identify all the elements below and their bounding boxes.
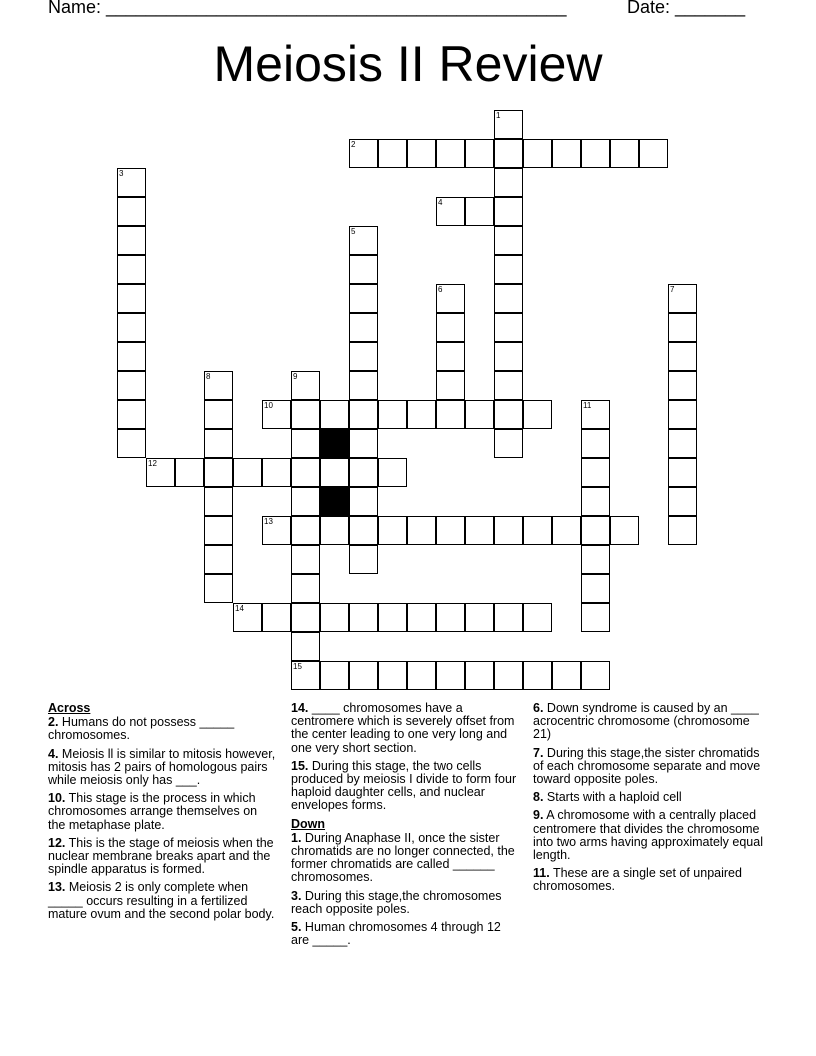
- crossword-cell[interactable]: [204, 574, 233, 603]
- crossword-cell[interactable]: [378, 139, 407, 168]
- clue-number: 8.: [533, 790, 544, 805]
- crossword-cell[interactable]: [494, 429, 523, 458]
- crossword-cell[interactable]: [233, 458, 262, 487]
- crossword-cell[interactable]: [436, 139, 465, 168]
- clue-number: 12.: [48, 835, 66, 850]
- crossword-cell[interactable]: [204, 487, 233, 516]
- crossword-cell[interactable]: [494, 603, 523, 632]
- crossword-cell[interactable]: [204, 545, 233, 574]
- clue-text: Starts with a haploid cell: [546, 790, 682, 805]
- crossword-cell[interactable]: [494, 284, 523, 313]
- crossword-cell[interactable]: [494, 197, 523, 226]
- clue-6: [533, 702, 763, 742]
- crossword-cell[interactable]: [436, 313, 465, 342]
- crossword-cell[interactable]: [117, 284, 146, 313]
- crossword-cell[interactable]: [494, 313, 523, 342]
- crossword-cell[interactable]: [668, 458, 697, 487]
- clue-14: [291, 702, 519, 755]
- crossword-cell[interactable]: [581, 574, 610, 603]
- clue-12: [48, 837, 276, 877]
- crossword-cell[interactable]: [349, 139, 378, 168]
- crossword-cell[interactable]: [494, 110, 523, 139]
- crossword-cell[interactable]: [494, 400, 523, 429]
- crossword-cell[interactable]: [436, 661, 465, 690]
- crossword-cell[interactable]: [552, 661, 581, 690]
- crossword-cell[interactable]: [610, 516, 639, 545]
- cell-number: 1: [496, 111, 501, 120]
- crossword-cell[interactable]: [494, 342, 523, 371]
- crossword-cell[interactable]: [552, 139, 581, 168]
- crossword-cell[interactable]: [407, 400, 436, 429]
- crossword-cell[interactable]: [668, 342, 697, 371]
- crossword-cell[interactable]: [581, 139, 610, 168]
- crossword-cell[interactable]: [581, 603, 610, 632]
- crossword-cell[interactable]: [436, 284, 465, 313]
- crossword-cell[interactable]: [581, 545, 610, 574]
- clue-text: During this stage,the sister chromatids of each chromosome separate and move toward opposite poles.: [533, 745, 761, 787]
- crossword-cell[interactable]: [407, 139, 436, 168]
- crossword-cell[interactable]: [407, 661, 436, 690]
- clue-text: These are a single set of unpaired chromosomes.: [533, 866, 742, 894]
- crossword-cell[interactable]: [349, 487, 378, 516]
- crossword-cell[interactable]: [291, 516, 320, 545]
- crossword-cell[interactable]: [262, 516, 291, 545]
- crossword-cell[interactable]: [349, 400, 378, 429]
- clue-11: [533, 867, 763, 893]
- cell-number: 8: [206, 372, 211, 381]
- crossword-cell[interactable]: [465, 603, 494, 632]
- crossword-cell[interactable]: [668, 371, 697, 400]
- clue-4: [48, 748, 276, 788]
- crossword-cell[interactable]: [349, 603, 378, 632]
- crossword-cell[interactable]: [117, 429, 146, 458]
- crossword-cell[interactable]: [378, 603, 407, 632]
- crossword-cell[interactable]: [204, 458, 233, 487]
- crossword-cell[interactable]: [233, 603, 262, 632]
- clue-text: Down syndrome is caused by an ____ acrocentric chromosome (chromosome 21): [533, 701, 759, 742]
- clue-number: 3.: [291, 888, 302, 903]
- crossword-cell[interactable]: [436, 603, 465, 632]
- crossword-cell[interactable]: [581, 661, 610, 690]
- cell-number: 5: [351, 227, 356, 236]
- clue-15: [291, 760, 519, 813]
- clue-column-3: [533, 702, 763, 899]
- crossword-cell[interactable]: [146, 458, 175, 487]
- crossword-cell[interactable]: [291, 458, 320, 487]
- crossword-cell[interactable]: [668, 487, 697, 516]
- crossword-cell[interactable]: [378, 400, 407, 429]
- clue-text: A chromosome with a centrally placed centromere that divides the chromosome into two arms having approximately equal length.: [533, 808, 763, 863]
- crossword-cell[interactable]: [204, 429, 233, 458]
- crossword-cell[interactable]: [523, 603, 552, 632]
- crossword-cell[interactable]: [320, 661, 349, 690]
- section-heading-across: Across: [48, 701, 91, 715]
- crossword-cell[interactable]: [349, 284, 378, 313]
- crossword-cell[interactable]: [523, 516, 552, 545]
- clue-8: [533, 791, 763, 804]
- crossword-cell[interactable]: [291, 661, 320, 690]
- section-heading-down: Down: [291, 816, 326, 831]
- clue-number: 2.: [48, 715, 59, 730]
- crossword-cell[interactable]: [291, 545, 320, 574]
- clue-column-2: [291, 702, 519, 952]
- crossword-cell[interactable]: [639, 139, 668, 168]
- blocked-cell: [320, 429, 349, 458]
- clue-5: [291, 921, 519, 947]
- clue-10: [48, 792, 276, 832]
- crossword-cell[interactable]: [117, 197, 146, 226]
- crossword-cell[interactable]: [320, 400, 349, 429]
- crossword-cell[interactable]: [494, 226, 523, 255]
- crossword-cell[interactable]: [349, 661, 378, 690]
- crossword-cell[interactable]: [436, 400, 465, 429]
- crossword-cell[interactable]: [494, 661, 523, 690]
- clue-number: 9.: [533, 808, 544, 823]
- crossword-cell[interactable]: [291, 400, 320, 429]
- crossword-cell[interactable]: [494, 168, 523, 197]
- clue-number: 1.: [291, 830, 302, 845]
- clue-text: Meiosis ll is similar to mitosis however, mitosis has 2 pairs of homologous pairs while meiosis only has ___.: [48, 746, 276, 788]
- clue-7: [533, 747, 763, 787]
- blocked-cell: [320, 487, 349, 516]
- clue-3: [291, 890, 519, 916]
- crossword-cell[interactable]: [349, 429, 378, 458]
- crossword-cell[interactable]: [291, 371, 320, 400]
- clue-2: [48, 716, 276, 742]
- crossword-cell[interactable]: [494, 139, 523, 168]
- clue-text: This stage is the process in which chromosomes arrange themselves on the metaphase plate.: [48, 791, 258, 832]
- crossword-cell[interactable]: [523, 139, 552, 168]
- crossword-cell[interactable]: [204, 516, 233, 545]
- clue-number: 11.: [533, 866, 550, 881]
- crossword-cell[interactable]: [465, 400, 494, 429]
- crossword-cell[interactable]: [668, 284, 697, 313]
- cell-number: 7: [670, 285, 675, 294]
- crossword-cell[interactable]: [349, 458, 378, 487]
- crossword-cell[interactable]: [320, 516, 349, 545]
- clue-9: [533, 809, 763, 862]
- cell-number: 3: [119, 169, 124, 178]
- cell-number: 13: [264, 517, 273, 526]
- crossword-cell[interactable]: [465, 661, 494, 690]
- crossword-cell[interactable]: [668, 400, 697, 429]
- crossword-cell[interactable]: [436, 516, 465, 545]
- crossword-cell[interactable]: [494, 255, 523, 284]
- crossword-cell[interactable]: [465, 516, 494, 545]
- cell-number: 6: [438, 285, 443, 294]
- clue-text: Human chromosomes 4 through 12 are _____.: [291, 920, 501, 948]
- crossword-cell[interactable]: [581, 487, 610, 516]
- cell-number: 10: [264, 401, 273, 410]
- crossword-cell[interactable]: [291, 487, 320, 516]
- crossword-cell[interactable]: [320, 458, 349, 487]
- crossword-cell[interactable]: [668, 429, 697, 458]
- crossword-cell[interactable]: [117, 226, 146, 255]
- crossword-cell[interactable]: [465, 197, 494, 226]
- crossword-cell[interactable]: [378, 661, 407, 690]
- crossword-cell[interactable]: [320, 603, 349, 632]
- crossword-cell[interactable]: [407, 516, 436, 545]
- crossword-cell[interactable]: [610, 139, 639, 168]
- crossword-cell[interactable]: [465, 139, 494, 168]
- clue-text: ____ chromosomes have a centromere which is severely offset from the center leading to one very long and one very short section.: [291, 701, 515, 755]
- crossword-cell[interactable]: [291, 574, 320, 603]
- clue-text: During this stage, the two cells produced by meiosis I divide to form four haploid daughter cells, and nuclear envelopes forms.: [291, 758, 517, 813]
- clue-text: This is the stage of meiosis when the nuclear membrane breaks apart and the spindle apparatus is formed.: [48, 835, 274, 877]
- clue-text: Humans do not possess _____ chromosomes.: [48, 715, 235, 743]
- page-title: Meiosis II Review: [213, 36, 603, 92]
- crossword-cell[interactable]: [204, 371, 233, 400]
- crossword-cell[interactable]: [581, 429, 610, 458]
- crossword-cell[interactable]: [349, 226, 378, 255]
- crossword-cell[interactable]: [262, 603, 291, 632]
- crossword-cell[interactable]: [378, 516, 407, 545]
- crossword-cell[interactable]: [349, 371, 378, 400]
- clue-number: 4.: [48, 746, 59, 761]
- crossword-cell[interactable]: [349, 313, 378, 342]
- crossword-cell[interactable]: [291, 632, 320, 661]
- crossword-cell[interactable]: [581, 458, 610, 487]
- clue-1: [291, 832, 519, 885]
- crossword-cell[interactable]: [523, 400, 552, 429]
- clue-number: 13.: [48, 880, 66, 895]
- date-field[interactable]: Date: _______: [627, 0, 746, 17]
- crossword-cell[interactable]: [494, 371, 523, 400]
- crossword-cell[interactable]: [349, 545, 378, 574]
- clue-number: 10.: [48, 791, 66, 806]
- cell-number: 9: [293, 372, 298, 381]
- crossword-cell[interactable]: [117, 255, 146, 284]
- crossword-cell[interactable]: [349, 516, 378, 545]
- clue-text: During Anaphase II, once the sister chromatids are no longer connected, the former chromatids are called ______ chromosomes.: [291, 830, 515, 885]
- clue-text: Meiosis 2 is only complete when _____ occurs resulting in a fertilized mature ovum and the second polar body.: [48, 880, 275, 921]
- crossword-cell[interactable]: [436, 197, 465, 226]
- clue-number: 6.: [533, 701, 544, 715]
- crossword-cell[interactable]: [117, 313, 146, 342]
- name-field[interactable]: Name: ______________________________________________: [48, 0, 567, 17]
- clue-13: [48, 881, 276, 921]
- clue-number: 5.: [291, 920, 302, 935]
- crossword-cell[interactable]: [262, 458, 291, 487]
- crossword-cell[interactable]: [175, 458, 204, 487]
- cell-number: 11: [583, 401, 592, 410]
- crossword-cell[interactable]: [117, 342, 146, 371]
- crossword-cell[interactable]: [436, 342, 465, 371]
- crossword-cell[interactable]: [668, 313, 697, 342]
- crossword-cell[interactable]: [349, 255, 378, 284]
- crossword-cell[interactable]: [117, 400, 146, 429]
- clue-text: During this stage,the chromosomes reach opposite poles.: [291, 888, 502, 916]
- cell-number: 15: [293, 662, 302, 671]
- crossword-cell[interactable]: [378, 458, 407, 487]
- cell-number: 4: [438, 198, 443, 207]
- crossword-cell[interactable]: [552, 516, 581, 545]
- crossword-cell[interactable]: [494, 516, 523, 545]
- crossword-cell[interactable]: [668, 516, 697, 545]
- crossword-cell[interactable]: [291, 429, 320, 458]
- crossword-cell[interactable]: [581, 400, 610, 429]
- clue-column-1: [48, 702, 276, 926]
- crossword-cell[interactable]: [204, 400, 233, 429]
- crossword-cell[interactable]: [117, 168, 146, 197]
- clue-number: 15.: [291, 758, 309, 773]
- clue-number: 7.: [533, 745, 544, 760]
- cell-number: 2: [351, 140, 356, 149]
- cell-number: 12: [148, 459, 157, 468]
- crossword-cell[interactable]: [407, 603, 436, 632]
- crossword-cell[interactable]: [262, 400, 291, 429]
- crossword-cell[interactable]: [581, 516, 610, 545]
- crossword-cell[interactable]: [291, 603, 320, 632]
- crossword-cell[interactable]: [523, 661, 552, 690]
- crossword-cell[interactable]: [117, 371, 146, 400]
- crossword-cell[interactable]: [436, 371, 465, 400]
- cell-number: 14: [235, 604, 244, 613]
- clue-number: 14.: [291, 701, 309, 715]
- crossword-cell[interactable]: [349, 342, 378, 371]
